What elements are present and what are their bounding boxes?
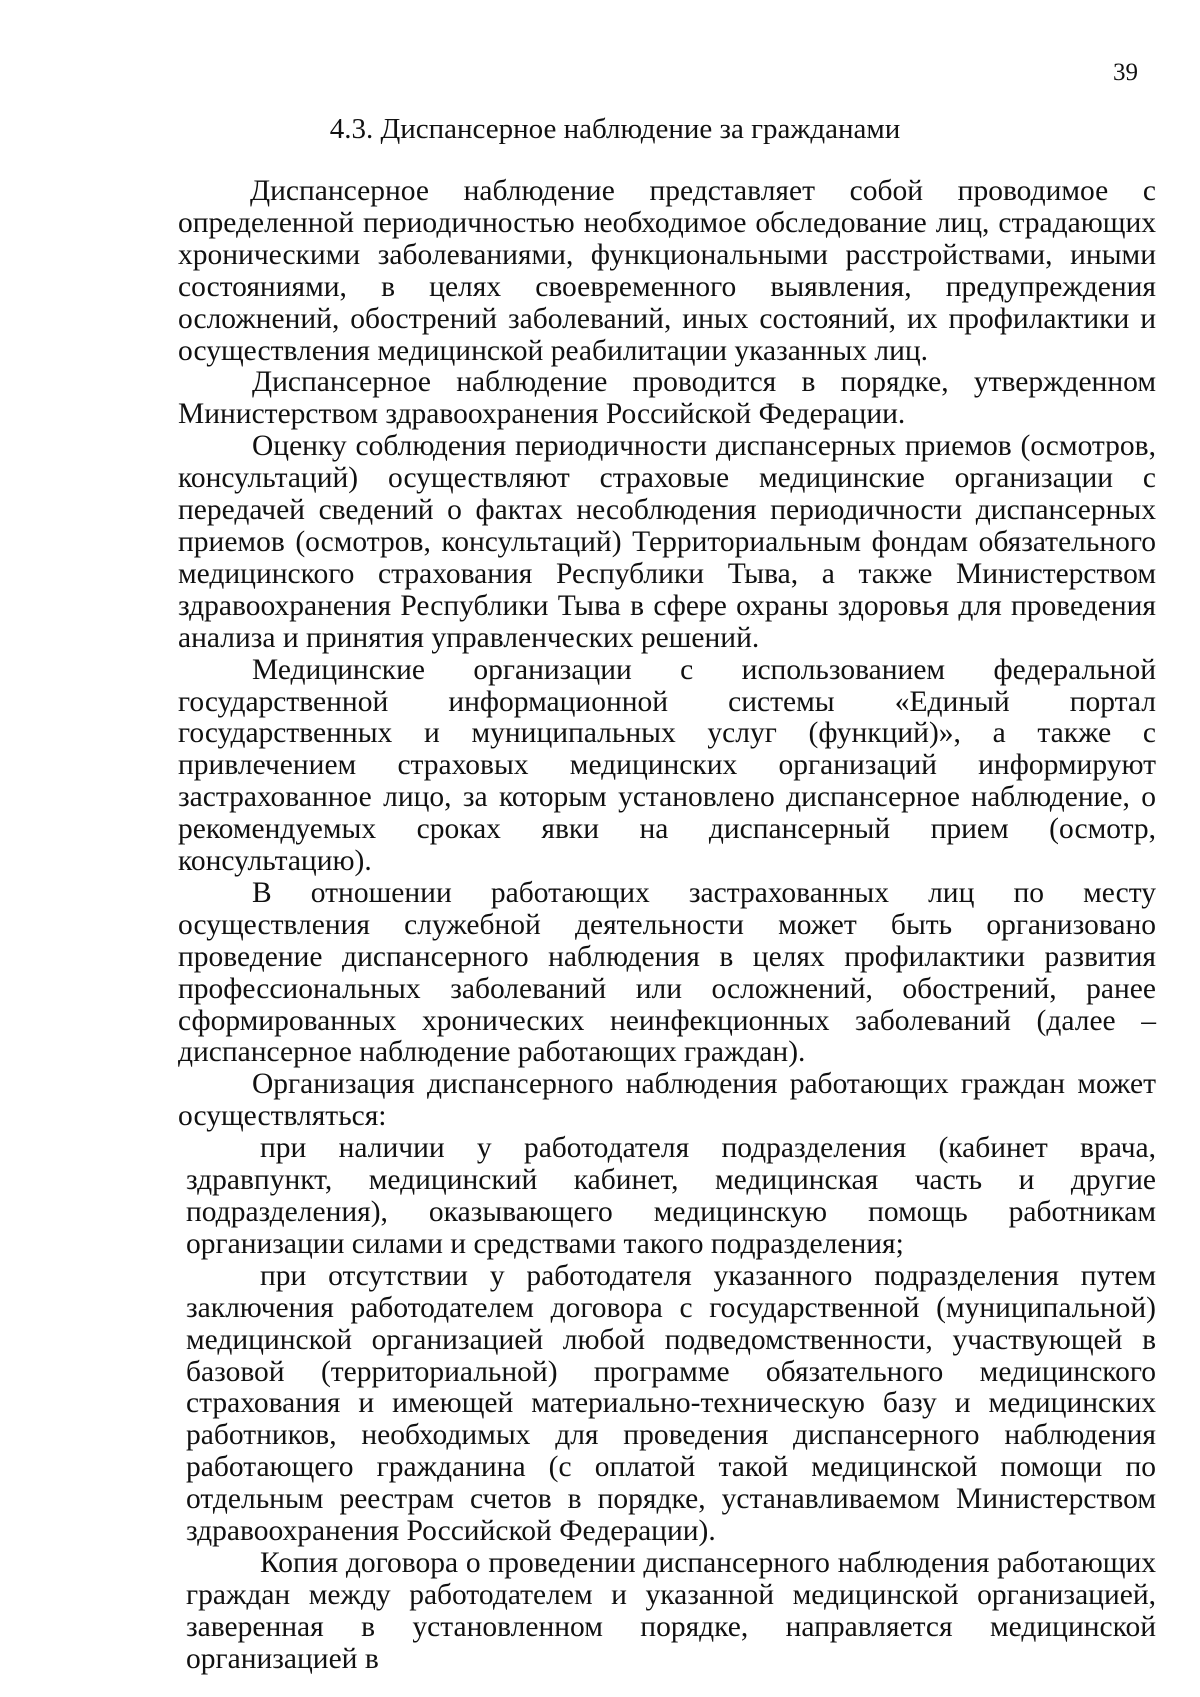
paragraph-contract-copy: Копия договора о проведении диспансерного наблюдения работающих граждан между работодателем и указанной медицинской организацией, заверенная в установленном порядке, направляется медицинской организацией в	[186, 1546, 1156, 1675]
paragraph-procedure: Диспансерное наблюдение проводится в порядке, утвержденном Министерством здравоохранения Российской Федерации.	[178, 366, 1156, 431]
paragraph-option-own-unit: при наличии у работодателя подразделения (кабинет врача, здравпункт, медицинский кабинет, медицинская часть и другие подразделения), оказывающего медицинскую помощь работникам организации силами и средствами такого подразделения;	[186, 1132, 1156, 1260]
section-title: 4.3. Диспансерное наблюдение за гражданами	[329, 113, 901, 145]
paragraph-working-persons: В отношении работающих застрахованных лиц по месту осуществления служебной деятельности может быть организовано проведение диспансерного наблюдения в целях профилактики развития профессиональных заболеваний или осложнений, обострений, ранее сформированных хронических неинфекционных заболеваний (далее – диспансерное наблюдение работающих граждан).	[178, 876, 1156, 1069]
paragraph-definition: Диспансерное наблюдение представляет собой проводимое с определенной периодичностью необходимое обследование лиц, страдающих хроническими заболеваниями, функциональными расстройствами, иными состояниями, в целях своевременного выявления, предупреждения осложнений, обострений заболеваний, иных состояний, их профилактики и осуществления медицинской реабилитации указанных лиц.	[178, 175, 1156, 367]
page-number: 39	[1113, 59, 1138, 86]
paragraph-option-contract: при отсутствии у работодателя указанного подразделения путем заключения работодателем договора с государственной (муниципальной) медицинской организацией любой подведомственности, участвующей в базовой (территориальной) программе обязательного медицинского страхования и имеющей материально-техническую базу и медицинских работников, необходимых для проведения диспансерного наблюдения работающего гражданина (с оплатой такой медицинской помощи по отдельным реестрам счетов в порядке, устанавливаемом Министерством здравоохранения Российской Федерации).	[186, 1259, 1156, 1548]
body-text	[178, 176, 1156, 1676]
paragraph-informing: Медицинские организации с использованием федеральной государственной информационной системы «Единый портал государственных и муниципальных услуг (функций)», а также с привлечением страховых медицинских организаций информируют застрахованное лицо, за которым установлено диспансерное наблюдение, о рекомендуемых сроках явки на диспансерный прием (осмотр, консультацию).	[178, 653, 1156, 878]
paragraph-organization: Организация диспансерного наблюдения работающих граждан может осуществляться:	[178, 1068, 1156, 1133]
paragraph-assessment: Оценку соблюдения периодичности диспансерных приемов (осмотров, консультаций) осуществляют страховые медицинские организации с передачей сведений о фактах несоблюдения периодичности диспансерных приемов (осмотров, консультаций) Территориальным фондам обязательного медицинского страхования Республики Тыва, а также Министерством здравоохранения Республики Тыва в сфере охраны здоровья для проведения анализа и принятия управленческих решений.	[178, 430, 1156, 654]
